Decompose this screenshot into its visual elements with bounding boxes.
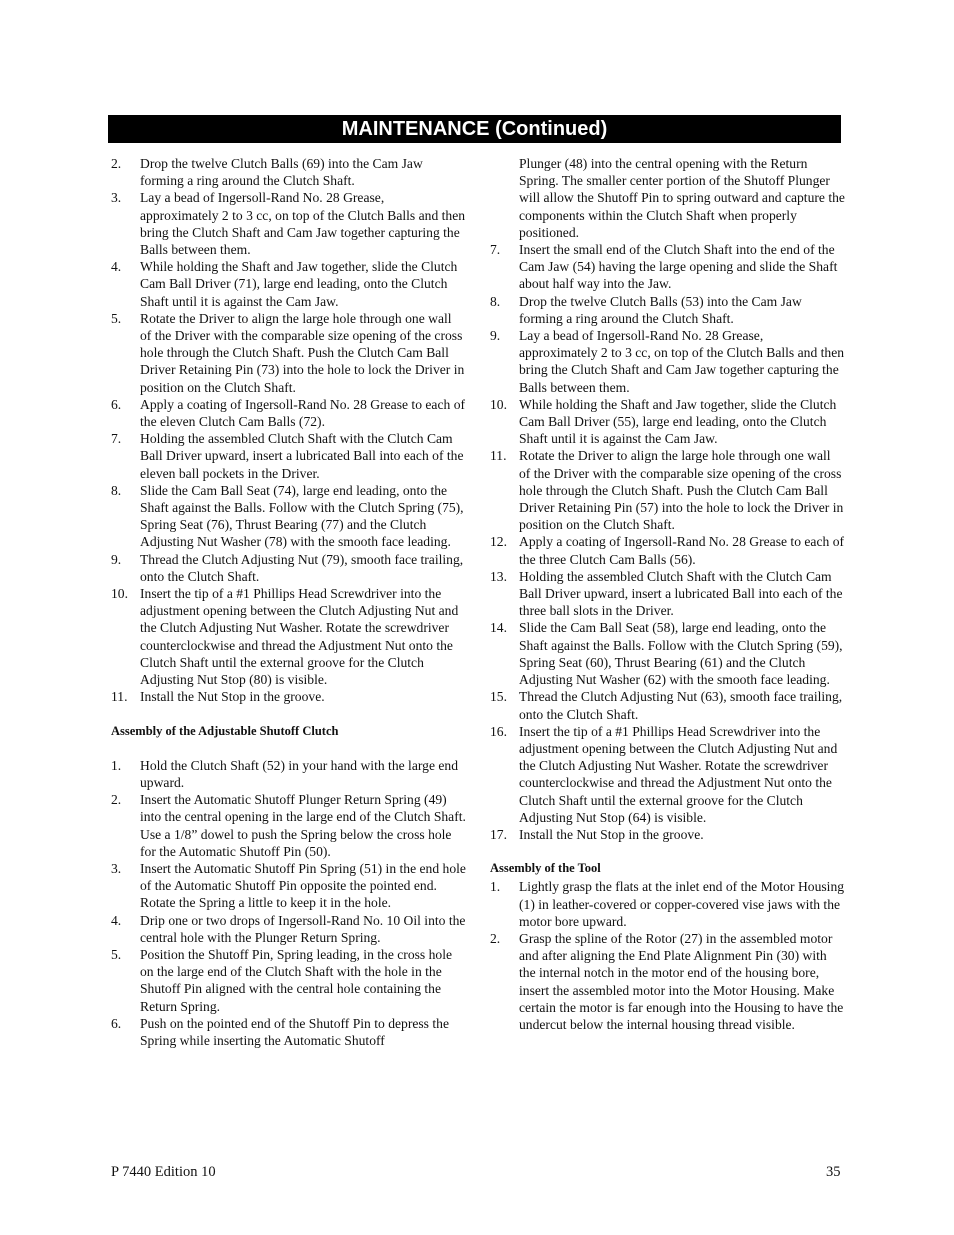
clutch-steps-list xyxy=(111,155,466,706)
list-item xyxy=(490,723,845,826)
item-text: Insert the small end of the Clutch Shaft into the end of the Cam Jaw (54) having the large opening and slide the Shaft about half way into the Jaw. xyxy=(519,242,838,292)
left-column xyxy=(111,155,466,1049)
item-number: 2. xyxy=(490,930,501,946)
item-text: Apply a coating of Ingersoll-Rand No. 28 Grease to each of the three Clutch Cam Balls (56). xyxy=(519,534,845,567)
list-item xyxy=(490,447,845,533)
item-text: Holding the assembled Clutch Shaft with the Clutch Cam Ball Driver upward, insert a lubricated Ball into each of the three ball slots in the Driver. xyxy=(519,568,843,619)
list-item xyxy=(490,396,845,448)
item-text: Lay a bead of Ingersoll-Rand No. 28 Grease, approximately 2 to 3 cc, on top of the Clutch Balls and then bring the Clutch Shaft and Cam Jaw together capturing the Balls between them. xyxy=(519,328,845,395)
item-text: Install the Nut Stop in the groove. xyxy=(519,826,704,842)
item-text: Rotate the Driver to align the large hole through one wall of the Driver with the comparable size opening of the cross hole through the Clutch Shaft. Push the Clutch Cam Ball Driver Retaining Pin (73) into the hole to lock the Driver in position on the Clutch Shaft. xyxy=(140,310,465,395)
list-item xyxy=(111,757,466,791)
section-banner: MAINTENANCE (Continued) xyxy=(108,115,841,143)
shutoff-clutch-steps-continued-list xyxy=(490,241,845,843)
list-item xyxy=(490,568,845,620)
list-item xyxy=(111,189,466,258)
item-text: Insert the tip of a #1 Phillips Head Screwdriver into the adjustment opening between the Clutch Adjusting Nut and the Clutch Adjusting Nut Washer. Rotate the screwdriver counterclockwise and thread the Adjustment Nut onto the Clutch Shaft until the external groove for the Clutch Adjusting Nut Stop (80) is visible. xyxy=(140,586,459,688)
list-item xyxy=(111,396,466,430)
right-column xyxy=(490,155,845,1033)
item-text: Thread the Clutch Adjusting Nut (63), smooth face trailing, onto the Clutch Shaft. xyxy=(519,689,843,722)
list-item xyxy=(111,791,466,860)
item-text: Push on the pointed end of the Shutoff Pin to depress the Spring while inserting the Automatic Shutoff xyxy=(140,1015,449,1048)
list-item xyxy=(490,826,845,843)
continued-step-text: Plunger (48) into the central opening with the Return Spring. The smaller center portion of the Shutoff Plunger will allow the Shutoff Pin to spring outward and capture the components within the Clutch Shaft when properly positioned. xyxy=(519,156,845,240)
item-number: 1. xyxy=(111,757,122,773)
list-item xyxy=(111,155,466,189)
item-text: Holding the assembled Clutch Shaft with the Clutch Cam Ball Driver upward, insert a lubricated Ball into each of the eleven ball pockets in the Driver. xyxy=(140,431,464,481)
item-text: Lightly grasp the flats at the inlet end of the Motor Housing (1) in leather-covered or copper-covered vise jaws with the motor bore upward. xyxy=(519,879,845,929)
item-text: Install the Nut Stop in the groove. xyxy=(140,689,325,705)
item-number: 4. xyxy=(111,912,122,928)
list-item xyxy=(111,310,466,396)
item-text: Drop the twelve Clutch Balls (69) into the Cam Jaw forming a ring around the Clutch Shaft. xyxy=(140,156,423,189)
list-item xyxy=(111,430,466,482)
list-item xyxy=(490,878,845,930)
item-text: Position the Shutoff Pin, Spring leading, in the cross hole on the large end of the Clutch Shaft with the hole in the Shutoff Pin aligned with the central hole containing the Return Spring. xyxy=(140,946,453,1014)
item-text: Slide the Cam Ball Seat (74), large end leading, onto the Shaft against the Balls. Follow with the Clutch Spring (75), Spring Seat (76), Thrust Bearing (77) and the Clutch Adjusting Nut Washer (78) with the smooth face leading. xyxy=(140,482,464,550)
item-number: 9. xyxy=(111,551,122,567)
item-number: 8. xyxy=(111,482,122,498)
item-number: 1. xyxy=(490,879,501,895)
item-text: Rotate the Driver to align the large hole through one wall of the Driver with the comparable size opening of the cross hole through the Clutch Shaft. Push the Clutch Cam Ball Driver Retaining Pin (57) into the hole to lock the Driver in position on the Clutch Shaft. xyxy=(519,448,844,533)
item-number: 13. xyxy=(490,568,507,584)
item-number: 14. xyxy=(490,620,507,636)
list-item xyxy=(111,860,466,912)
list-item xyxy=(490,688,845,722)
list-item xyxy=(490,930,845,1033)
list-item xyxy=(490,293,845,327)
heading-assembly-of-the-tool: Assembly of the Tool xyxy=(490,861,601,876)
item-number: 11. xyxy=(490,448,507,464)
item-number: 9. xyxy=(490,328,501,344)
item-text: Thread the Clutch Adjusting Nut (79), smooth face trailing, onto the Clutch Shaft. xyxy=(140,551,464,584)
item-number: 6. xyxy=(111,396,122,412)
heading-adjustable-shutoff-clutch: Assembly of the Adjustable Shutoff Clutch xyxy=(111,723,339,738)
item-number: 16. xyxy=(490,723,507,739)
item-text: Drop the twelve Clutch Balls (53) into the Cam Jaw forming a ring around the Clutch Shaft. xyxy=(519,293,802,326)
page-number: 35 xyxy=(826,1164,841,1180)
list-item xyxy=(111,912,466,946)
item-number: 10. xyxy=(490,396,507,412)
item-text: Insert the Automatic Shutoff Pin Spring (51) in the end hole of the Automatic Shutoff Pin opposite the pointed end. Rotate the Spring a little to keep it in the hole. xyxy=(140,860,466,911)
item-number: 5. xyxy=(111,310,122,326)
item-text: Drip one or two drops of Ingersoll-Rand No. 10 Oil into the central hole with the Plunger Return Spring. xyxy=(140,912,466,945)
item-text: Apply a coating of Ingersoll-Rand No. 28 Grease to each of the eleven Clutch Cam Balls (72). xyxy=(140,396,466,430)
list-item xyxy=(490,533,845,567)
list-item xyxy=(490,619,845,688)
item-text: While holding the Shaft and Jaw together, slide the Clutch Cam Ball Driver (55), large end leading, onto the Clutch Shaft until it is against the Cam Jaw. xyxy=(519,396,837,447)
item-text: Slide the Cam Ball Seat (58), large end leading, onto the Shaft against the Balls. Follow with the Clutch Spring (59), Spring Seat (60), Thrust Bearing (61) and the Clutch Adjusting Nut Washer (62) with the smooth face leading. xyxy=(519,620,843,688)
edition-label: P 7440 Edition 10 xyxy=(111,1164,216,1180)
item-number: 3. xyxy=(111,190,122,206)
list-item xyxy=(490,327,845,396)
tool-assembly-steps-list xyxy=(490,878,845,1033)
list-item xyxy=(111,482,466,551)
item-number: 2. xyxy=(111,792,122,808)
list-item xyxy=(111,1015,466,1049)
item-number: 2. xyxy=(111,156,122,171)
item-text: Grasp the spline of the Rotor (27) in the assembled motor and after aligning the End Plate Alignment Pin (30) with the internal notch in the motor end of the housing bore, insert the assembled motor into the Motor Housing. Make certain the motor is far enough into the Housing to have the undercut below the internal housing thread visible. xyxy=(519,930,844,1032)
item-number: 6. xyxy=(111,1015,122,1031)
item-number: 3. xyxy=(111,860,122,876)
item-number: 5. xyxy=(111,946,122,962)
item-text: Hold the Clutch Shaft (52) in your hand with the large end upward. xyxy=(140,757,459,790)
list-item xyxy=(111,688,466,705)
list-item xyxy=(111,258,466,310)
list-item xyxy=(111,551,466,585)
item-text: While holding the Shaft and Jaw together, slide the Clutch Cam Ball Driver (71), large end leading, onto the Clutch Shaft until it is against the Cam Jaw. xyxy=(140,259,458,309)
list-item xyxy=(111,946,466,1015)
item-number: 4. xyxy=(111,259,122,275)
item-number: 8. xyxy=(490,293,501,309)
item-text: Insert the Automatic Shutoff Plunger Return Spring (49) into the central opening in the large end of the Clutch Shaft. Use a 1/8” dowel to push the Spring below the cross hole for the Automatic Shutoff Pin (50). xyxy=(140,792,466,859)
list-item xyxy=(490,241,845,293)
item-number: 10. xyxy=(111,586,128,602)
item-number: 7. xyxy=(490,242,501,258)
item-text: Insert the tip of a #1 Phillips Head Screwdriver into the adjustment opening between the Clutch Adjusting Nut and the Clutch Adjusting Nut Washer. Rotate the screwdriver counterclockwise and thread the Adjustment Nut onto the Clutch Shaft until the external groove for the Clutch Adjusting Nut Stop (64) is visible. xyxy=(519,723,838,825)
shutoff-clutch-steps-list xyxy=(111,757,466,1049)
item-number: 11. xyxy=(111,689,128,705)
list-item xyxy=(111,585,466,688)
item-number: 15. xyxy=(490,689,507,705)
item-number: 7. xyxy=(111,431,122,447)
item-number: 12. xyxy=(490,534,507,550)
item-number: 17. xyxy=(490,826,507,842)
item-text: Lay a bead of Ingersoll-Rand No. 28 Grease, approximately 2 to 3 cc, on top of the Clutch Balls and then bring the Clutch Shaft and Cam Jaw together capturing the Balls between them. xyxy=(140,190,466,258)
